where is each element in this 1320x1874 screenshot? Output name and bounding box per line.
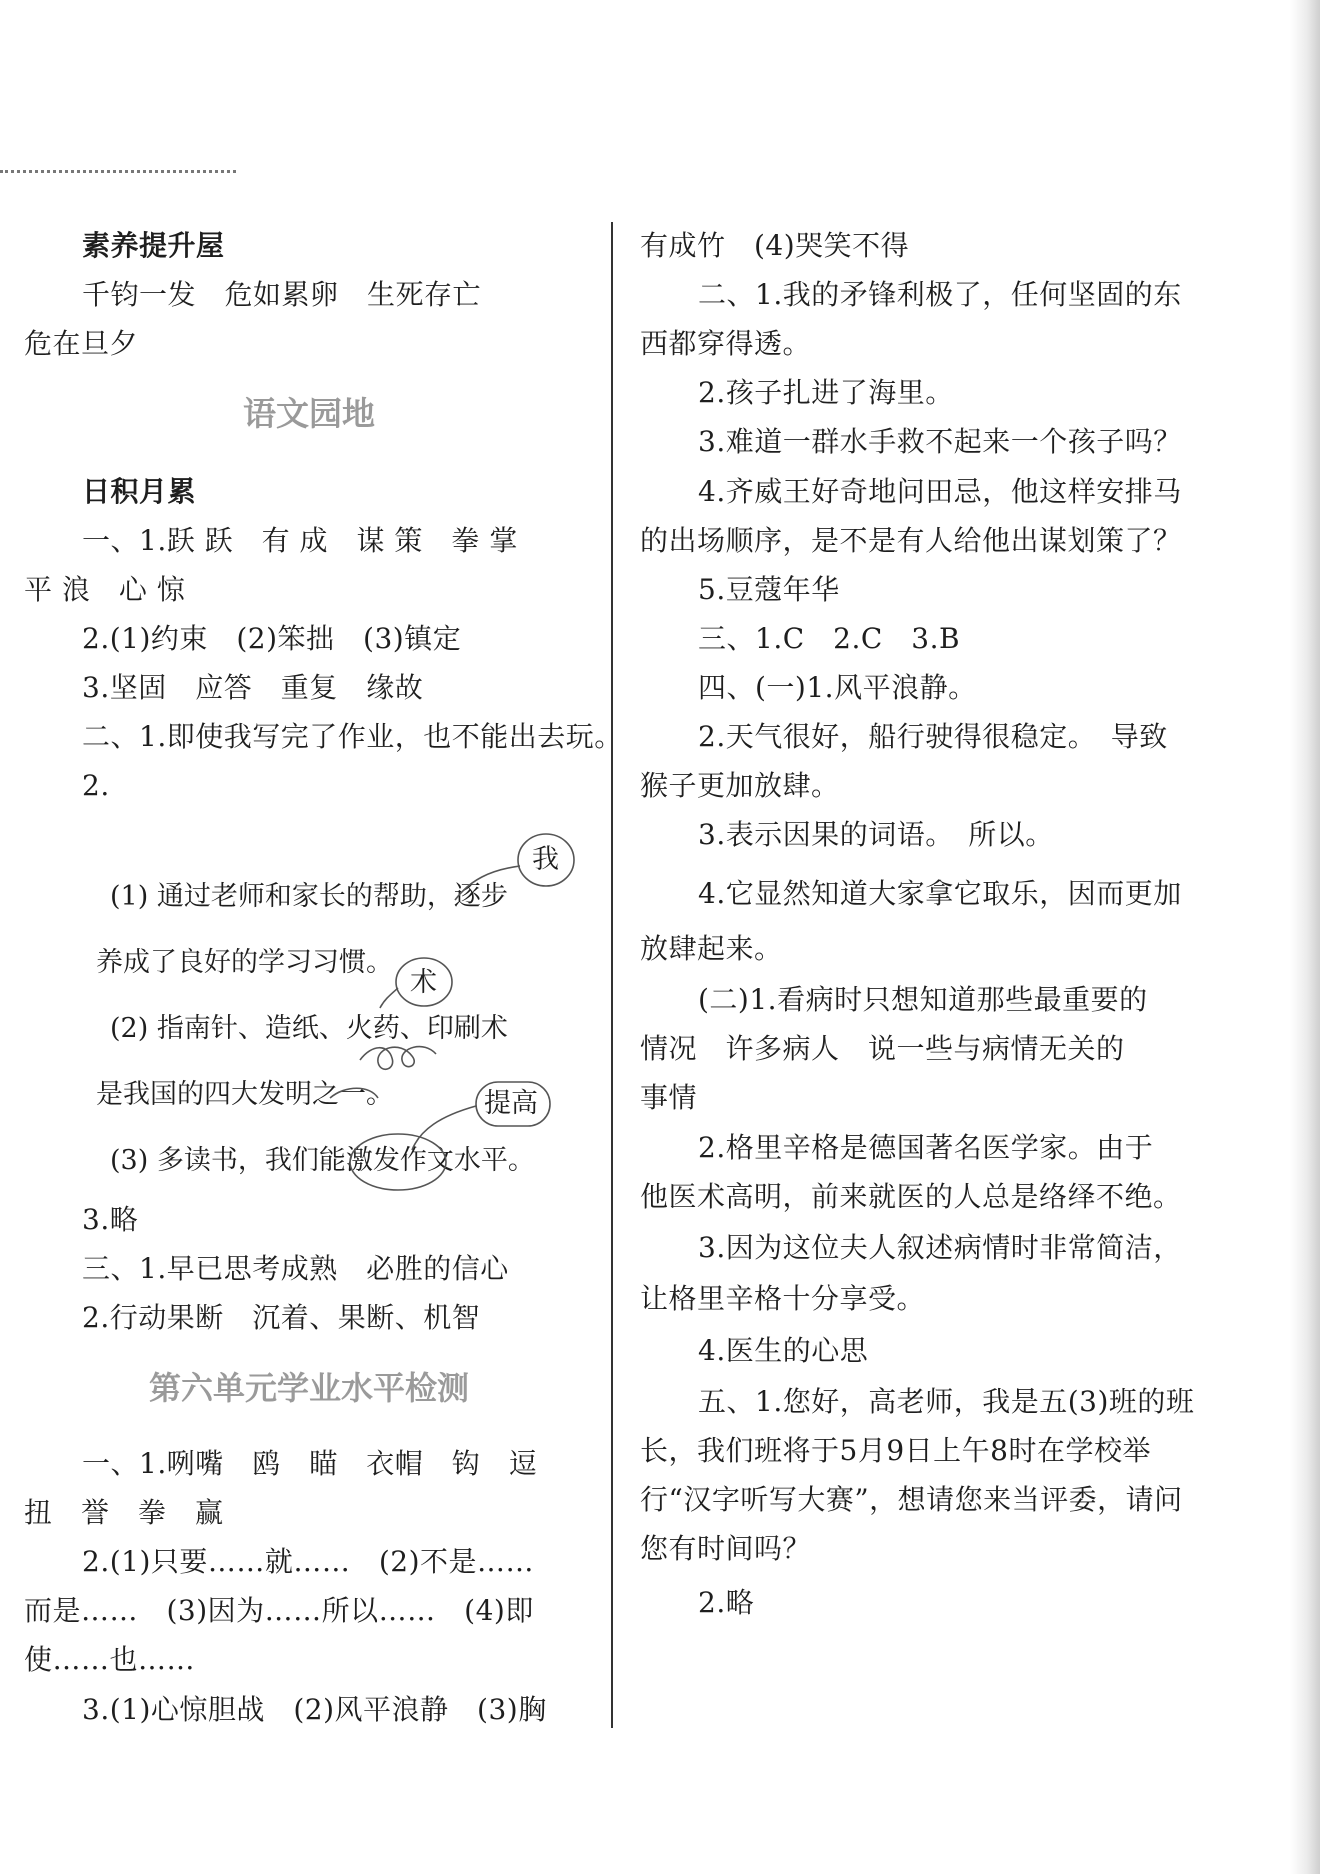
hw-inserted-char-shu: 术 xyxy=(410,967,437,998)
answer-line: 西都穿得透。 xyxy=(640,327,812,360)
section-title-unit6-test: 第六单元学业水平检测 xyxy=(148,1369,469,1407)
answer-line: 5.豆蔻年华 xyxy=(698,573,840,606)
answer-line: 4.齐威王好奇地问田忌，他这样安排马 xyxy=(698,475,1182,508)
answer-line: 有成竹 (4)哭笑不得 xyxy=(640,229,910,262)
answer-line: 4.医生的心思 xyxy=(698,1334,869,1367)
answer-line: 2.孩子扎进了海里。 xyxy=(698,376,954,409)
answer-line: (二)1.看病时只想知道那些最重要的 xyxy=(698,983,1148,1016)
answer-line: 情况 许多病人 说一些与病情无关的 xyxy=(640,1032,1125,1065)
hw-sentence-2b: 是我国的四大发明之一。 xyxy=(96,1079,393,1110)
hw-sentence-3: (3) 多读书，我们能激发作文水平。 xyxy=(110,1145,535,1176)
answer-line: 的出场顺序，是不是有人给他出谋划策了？ xyxy=(640,524,1182,557)
answer-line: 2.(1)只要……就…… (2)不是…… xyxy=(82,1545,535,1578)
answer-line: 三、1.早已思考成熟 必胜的信心 xyxy=(82,1252,509,1285)
answer-line: 2.天气很好，船行驶得很稳定。 导致 xyxy=(698,720,1168,753)
answer-line: 事情 xyxy=(640,1081,698,1114)
answer-line: 3.表示因果的词语。 所以。 xyxy=(698,818,1054,851)
answer-line: 使……也…… xyxy=(24,1643,196,1676)
answer-line: 2.行动果断 沉着、果断、机智 xyxy=(82,1301,481,1334)
hw-sentence-2a: (2) 指南针、造纸、火药、印刷术 xyxy=(110,1013,508,1044)
hw-sentence-1a: (1) 通过老师和家长的帮助，逐步 xyxy=(110,881,508,912)
answer-line: 3.因为这位夫人叙述病情时非常简洁， xyxy=(698,1231,1182,1264)
hw-sentence-1b: 养成了良好的学习习惯。 xyxy=(96,947,393,978)
answer-line: 行“汉字听写大赛”，想请您来当评委，请问 xyxy=(640,1483,1183,1516)
scan-edge-shadow xyxy=(1290,0,1320,1874)
answer-line: 一、1.跃 跃 有 成 谋 策 拳 掌 xyxy=(82,524,518,557)
answer-line: 五、1.您好，高老师，我是五(3)班的班 xyxy=(698,1385,1195,1418)
answer-line: 3.难道一群水手救不起来一个孩子吗？ xyxy=(698,425,1182,458)
answer-line: 3.(1)心惊胆战 (2)风平浪静 (3)胸 xyxy=(82,1693,547,1726)
answer-line: 2.略 xyxy=(698,1586,755,1619)
answer-line: 平 浪 心 惊 xyxy=(24,573,186,606)
answer-line: 放肆起来。 xyxy=(640,932,783,965)
answer-line: 您有时间吗？ xyxy=(640,1532,812,1565)
answer-line: 长，我们班将于5月9日上午8时在学校举 xyxy=(640,1434,1151,1467)
answer-line: 2. xyxy=(82,769,110,802)
section-heading-suyang: 素养提升屋 xyxy=(82,229,225,262)
answer-line: 三、1.C 2.C 3.B xyxy=(698,622,961,655)
hw-inserted-char-wo: 我 xyxy=(532,844,559,875)
answer-line: 2.格里辛格是德国著名医学家。由于 xyxy=(698,1131,1154,1164)
hw-inserted-word-tigao: 提高 xyxy=(484,1088,538,1119)
answer-line: 一、1.咧嘴 鸥 瞄 衣帽 钩 逗 xyxy=(82,1447,538,1480)
answer-line: 二、1.即使我写完了作业，也不能出去玩。 xyxy=(82,720,623,753)
answer-line: 4.它显然知道大家拿它取乐，因而更加 xyxy=(698,877,1182,910)
section-title-yuwen-yuandi: 语文园地 xyxy=(243,394,375,433)
answer-line: 而是…… (3)因为……所以…… (4)即 xyxy=(24,1594,534,1627)
answer-line: 2.(1)约束 (2)笨拙 (3)镇定 xyxy=(82,622,462,655)
answer-line: 他医术高明，前来就医的人总是络绎不绝。 xyxy=(640,1180,1182,1213)
answer-line: 四、(一)1.风平浪静。 xyxy=(698,671,977,704)
answer-line: 让格里辛格十分享受。 xyxy=(640,1282,926,1315)
answer-line: 扭 誉 拳 赢 xyxy=(24,1496,224,1529)
answer-line: 猴子更加放肆。 xyxy=(640,769,840,802)
answer-line: 危在旦夕 xyxy=(24,327,139,360)
answer-line: 3.略 xyxy=(82,1203,139,1236)
section-heading-rijiyuelei: 日积月累 xyxy=(82,475,197,508)
answer-line: 3.坚固 应答 重复 缘故 xyxy=(82,671,424,704)
answer-line: 千钧一发 危如累卵 生死存亡 xyxy=(82,278,482,311)
answer-line: 二、1.我的矛锋利极了，任何坚固的东 xyxy=(698,278,1182,311)
